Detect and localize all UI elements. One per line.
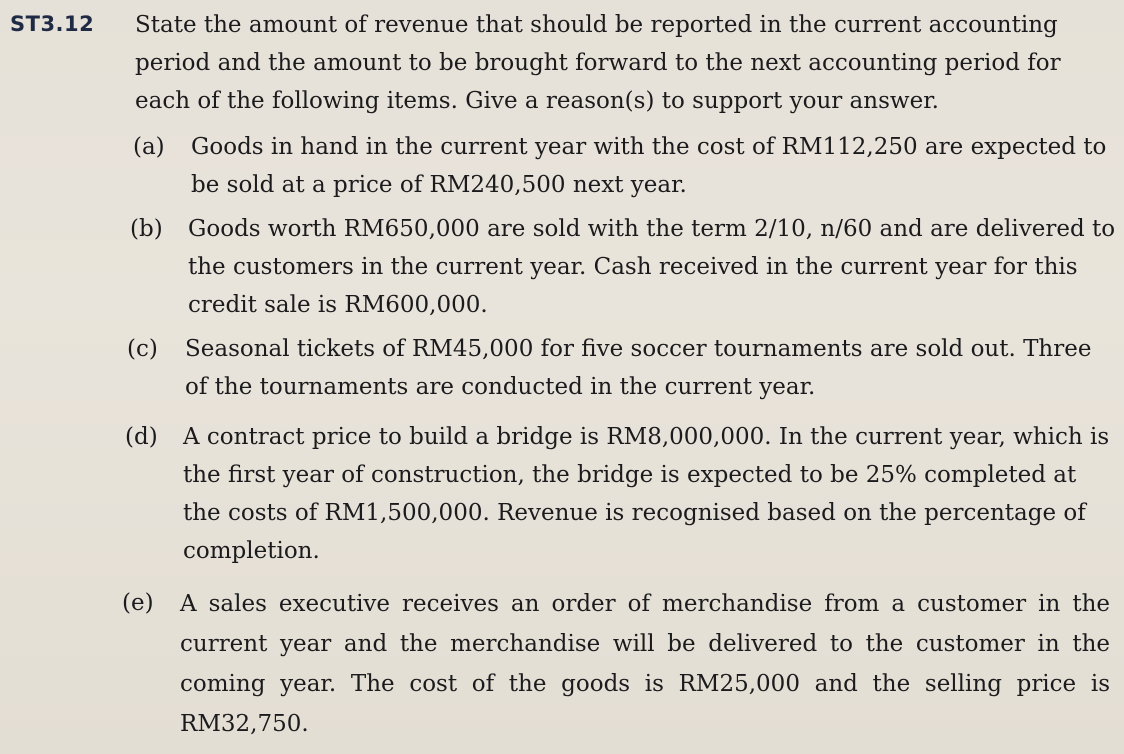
item-label: (c) — [127, 336, 158, 362]
item-text: Seasonal tickets of RM45,000 for five soccer tournaments are sold out. Three of the tournaments are conducted in the current year. — [185, 336, 1092, 400]
question-prompt: State the amount of revenue that should be reported in the current accounting period and the amount to be brought forward to the next accounting period for each of the following items. Give a reason(s) to support your answer. — [135, 12, 1061, 114]
item-label: (e) — [122, 590, 154, 616]
item-label: (d) — [125, 424, 158, 450]
item-label: (b) — [130, 216, 163, 242]
question-number: ST3.12 — [10, 12, 95, 36]
item-text: Goods worth RM650,000 are sold with the term 2/10, n/60 and are delivered to the customers in the current year. Cash received in the current year for this credit sale is RM600,000. — [188, 216, 1116, 318]
item-text: A sales executive receives an order of merchandise from a customer in the current year and the merchandise will be delivered to the customer in the coming year. The cost of the goods is RM25,000 and the selling price is RM32,750. — [180, 591, 1110, 737]
item-text: A contract price to build a bridge is RM8,000,000. In the current year, which is the first year of construction, the bridge is expected to be 25% completed at the costs of RM1,500,000. Revenue is recognised based on the percentage of completion. — [183, 424, 1110, 564]
item-label: (a) — [133, 134, 165, 160]
item-text: Goods in hand in the current year with the cost of RM112,250 are expected to be sold at a price of RM240,500 next year. — [191, 134, 1107, 198]
